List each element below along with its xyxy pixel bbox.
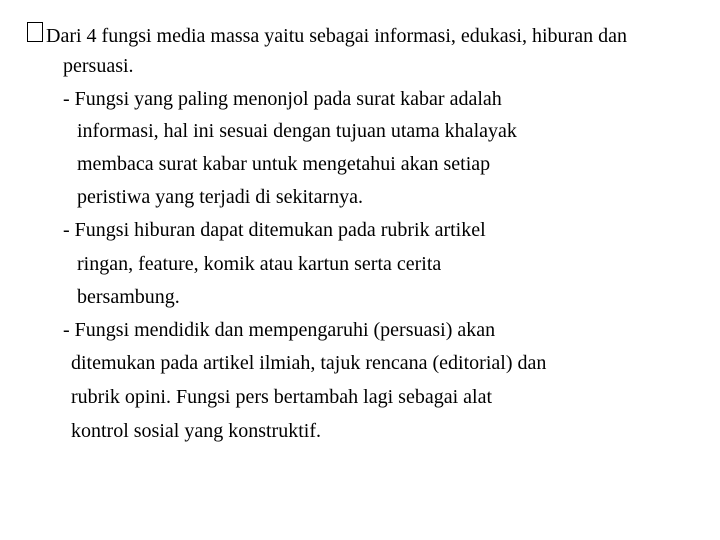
- text-line-6: peristiwa yang terjadi di sekitarnya.: [77, 186, 364, 208]
- text-line-9: bersambung.: [77, 286, 180, 308]
- text-line-7: - Fungsi hiburan dapat ditemukan pada rubrik artikel: [63, 219, 486, 241]
- text-line-11: ditemukan pada artikel ilmiah, tajuk rencana (editorial) dan: [71, 352, 547, 374]
- text-line-10: - Fungsi mendidik dan mempengaruhi (persuasi) akan: [63, 319, 496, 341]
- text-line-4: informasi, hal ini sesuai dengan tujuan utama khalayak: [77, 120, 517, 142]
- text-line-2: persuasi.: [63, 55, 134, 77]
- text-line-8: ringan, feature, komik atau kartun serta cerita: [77, 253, 442, 275]
- text-line-5: membaca surat kabar untuk mengetahui akan setiap: [77, 153, 491, 175]
- text-line-3: - Fungsi yang paling menonjol pada surat kabar adalah: [63, 88, 502, 110]
- text-line-13: kontrol sosial yang konstruktif.: [71, 420, 321, 442]
- text-line-1: Dari 4 fungsi media massa yaitu sebagai informasi, edukasi, hiburan dan: [46, 25, 627, 47]
- missing-glyph-icon: [27, 22, 43, 42]
- text-line-12: rubrik opini. Fungsi pers bertambah lagi sebagai alat: [71, 386, 493, 408]
